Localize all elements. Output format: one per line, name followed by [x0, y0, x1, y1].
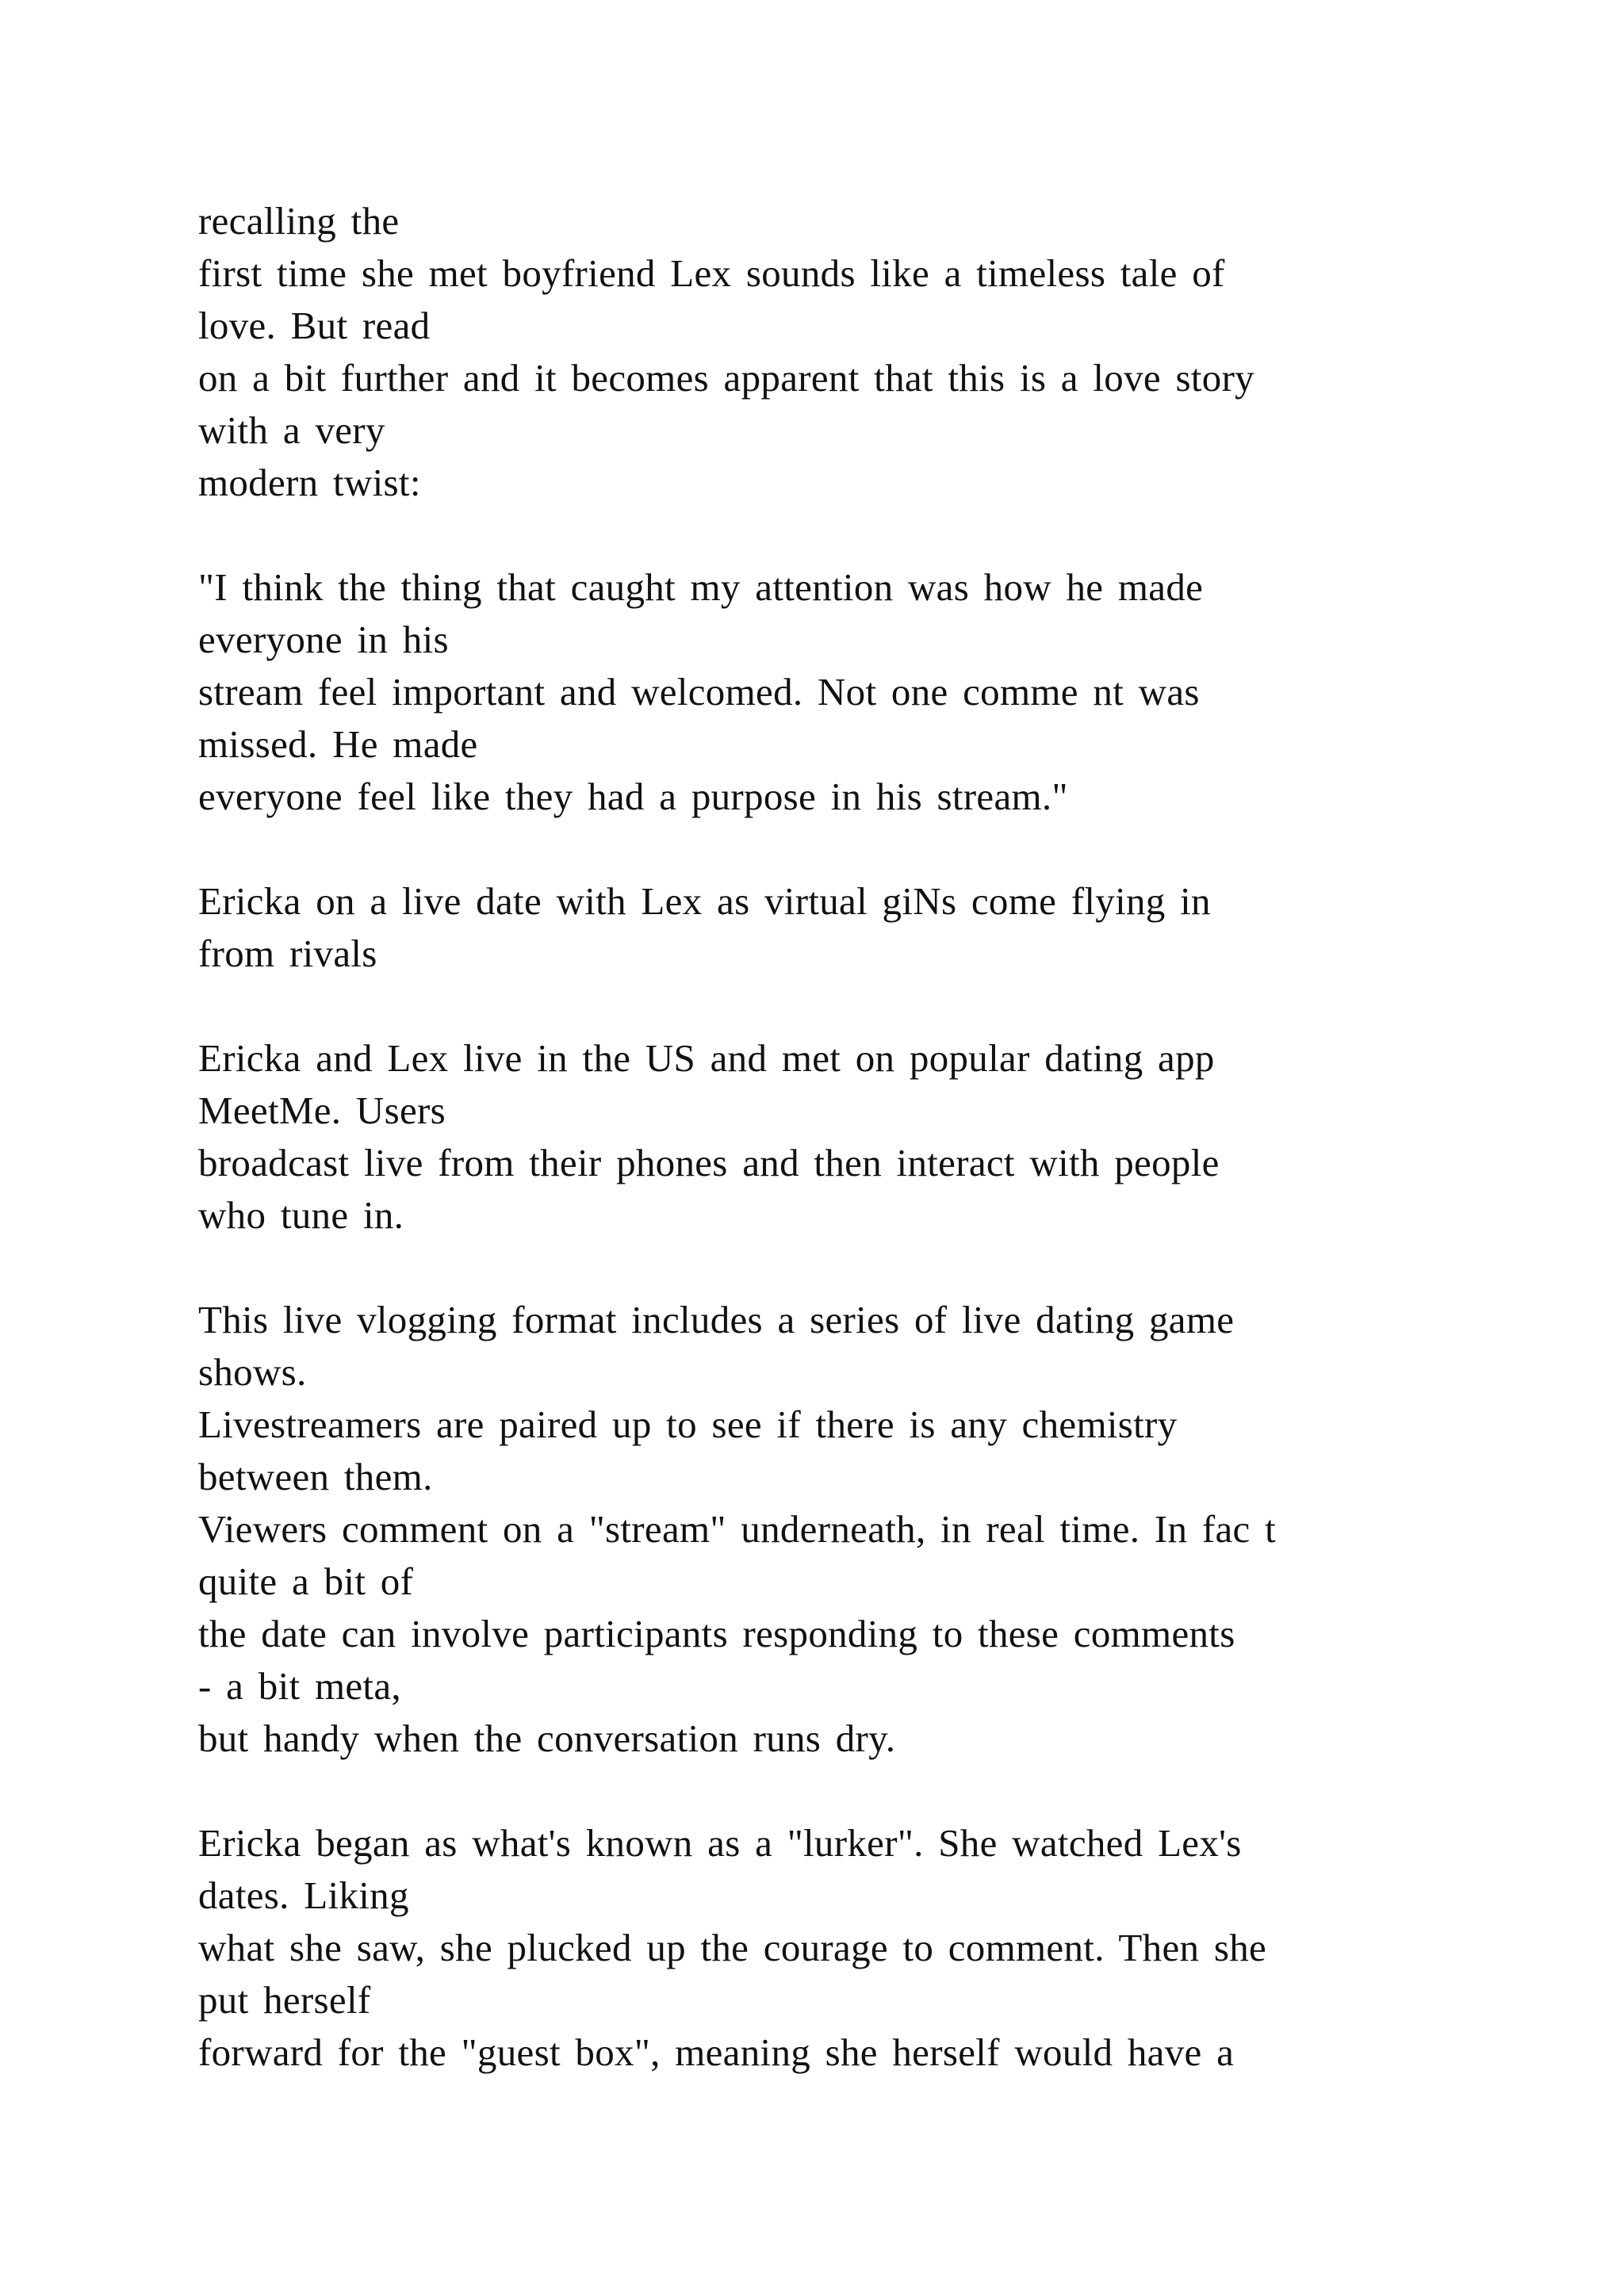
text-line: on a bit further and it becomes apparent that this is a love story — [198, 356, 1254, 400]
text-line: Viewers comment on a "stream" underneath, in real time. In fac t — [198, 1507, 1277, 1551]
text-line: This live vlogging format includes a series of live dating game — [198, 1298, 1235, 1341]
document-body — [198, 195, 1467, 2079]
text-line: Ericka and Lex live in the US and met on popular dating app — [198, 1036, 1215, 1080]
text-line: dates. Liking — [198, 1873, 409, 1917]
text-line: recalling the — [198, 199, 400, 243]
text-line: who tune in. — [198, 1193, 404, 1237]
text-line: everyone feel like they had a purpose in his stream." — [198, 775, 1068, 818]
text-line: put herself — [198, 1978, 371, 2022]
text-line: modern twist: — [198, 461, 421, 504]
text-line: missed. He made — [198, 722, 478, 766]
text-line: but handy when the conversation runs dry. — [198, 1716, 896, 1760]
text-line: Livestreamers are paired up to see if there is any chemistry — [198, 1402, 1178, 1446]
text-line: broadcast live from their phones and then interact with people — [198, 1141, 1220, 1184]
text-line: everyone in his — [198, 618, 449, 661]
paragraph-gap — [198, 509, 1467, 561]
paragraph-gap — [198, 1765, 1467, 1817]
text-line: between them. — [198, 1455, 433, 1498]
text-line: forward for the "guest box", meaning she herself would have a — [198, 2030, 1235, 2074]
text-line: quite a bit of — [198, 1559, 414, 1603]
text-line: "I think the thing that caught my attention was how he made — [198, 565, 1204, 609]
paragraph-gap — [198, 1242, 1467, 1294]
paragraph-gap — [198, 823, 1467, 875]
text-line: love. But read — [198, 304, 431, 347]
text-line: shows. — [198, 1350, 307, 1394]
paragraph-gap — [198, 980, 1467, 1032]
text-line: stream feel important and welcomed. Not one comme nt was — [198, 670, 1200, 714]
text-line: with a very — [198, 408, 385, 452]
text-line: the date can involve participants responding to these comments — [198, 1612, 1235, 1655]
text-line: Ericka began as what's known as a "lurker". She watched Lex's — [198, 1821, 1242, 1865]
text-line: first time she met boyfriend Lex sounds like a timeless tale of — [198, 251, 1225, 295]
text-line: - a bit meta, — [198, 1664, 401, 1708]
text-line: what she saw, she plucked up the courage to comment. Then she — [198, 1926, 1267, 1969]
text-line: Ericka on a live date with Lex as virtual giNs come flying in — [198, 879, 1211, 923]
text-line: MeetMe. Users — [198, 1089, 446, 1132]
text-line: from rivals — [198, 932, 377, 975]
